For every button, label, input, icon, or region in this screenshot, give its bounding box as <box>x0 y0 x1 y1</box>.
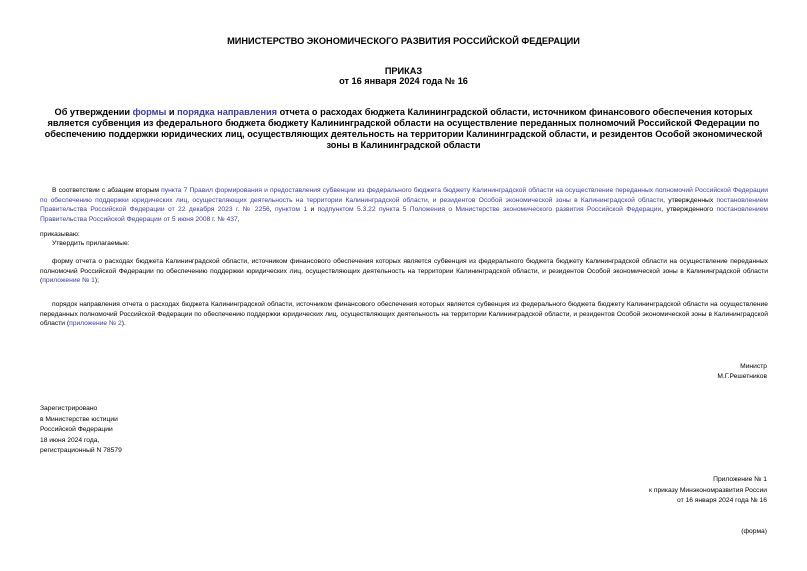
signature-block <box>717 362 767 382</box>
registration-block <box>40 404 122 457</box>
appendix-line: к приказу Минэкономразвития России <box>649 486 767 494</box>
item-1-paragraph <box>40 257 768 286</box>
signature-position: Министр <box>740 363 767 370</box>
title-text: и <box>166 107 178 117</box>
signature-name: М.Г.Решетников <box>717 373 767 380</box>
appendix-2-link[interactable]: приложение № 2 <box>69 320 122 328</box>
preamble-text: , утвержденного <box>661 206 717 214</box>
title-text: отчета о расходах бюджета Калининградской области, источником финансового обеспечения которых является субвенция из федерального бюджета бюджету Калининградской области на осуществление переданных полномочий Российской Федерации по обеспечению поддержки юридических лиц, осуществляющих деятельность на территории Калининградской области, и резидентов Особой экономической зоны в Калининградской области <box>44 107 763 150</box>
preamble-text: , <box>237 215 240 223</box>
item-2-text: порядок направления отчета о расходах бюджета Калининградской области, источником финансового обеспечения которых является субвенция из федерального бюджета бюджету Калининградской области на осуществление переданных полномочий Российской Федерации по обеспечению поддержки юридических лиц, осуществляющих деятельность на территории Калининградской области, и резидентов Особой экономической зоны в Калининградской области ( <box>40 301 768 328</box>
document-date-number: от 16 января 2024 года № 16 <box>339 76 468 86</box>
item-1-text: форму отчета о расходах бюджета Калининградской области, источником финансового обеспечения которых является субвенция из федерального бюджета бюджету Калининградской области на осуществление переданных полномочий Российской Федерации по обеспечению поддержки юридических лиц, осуществляющих деятельность на территории Калининградской области, и резидентов Особой экономической зоны в Калининградской области ( <box>40 258 768 285</box>
appendix-1-link[interactable]: приложение № 1 <box>42 277 95 285</box>
appendix-line: Приложение № 1 <box>713 476 767 483</box>
preamble-text: и <box>307 206 318 214</box>
title-link-forma[interactable]: формы <box>132 107 167 117</box>
preamble-text: , <box>269 206 275 214</box>
registration-line: регистрационный N 78579 <box>40 447 122 455</box>
preamble-link-polozhenie[interactable]: подпунктом 5.3.22 пункта 5 Положения о Министерстве экономического развития Российской Федерации <box>317 206 662 214</box>
item-2-end: ). <box>121 320 126 328</box>
form-label: (форма) <box>741 528 767 535</box>
preamble-link-rules[interactable]: пункта 7 Правил формирования и предоставления субвенции из федерального бюджета бюджету Калининградской области на осуществление переданных полномочий Российской Федерации по обеспечению поддержки юридических лиц, осуществляющих деятельность на территории Калининградской области, и резидентов Особой экономической зоны в Калининградской области <box>40 187 768 204</box>
registration-line: Зарегистрировано <box>40 405 98 412</box>
preamble-link-postanovlenie-2256[interactable]: постановлением Правительства Российской Федерации от 22 декабря 2023 г. № 2256 <box>40 196 769 214</box>
item-2-paragraph <box>40 300 768 329</box>
document-title <box>42 107 765 151</box>
item-1-end: ); <box>94 277 99 285</box>
appendix-header <box>649 475 767 507</box>
registration-line: 18 июня 2024 года, <box>40 436 100 444</box>
preamble-link-punkt-1[interactable]: пунктом 1 <box>275 206 308 214</box>
title-link-poryadok[interactable]: порядка направления <box>177 107 278 117</box>
utverdit-text: Утвердить прилагаемые: <box>52 240 130 247</box>
ministry-heading: МИНИСТЕРСТВО ЭКОНОМИЧЕСКОГО РАЗВИТИЯ РОССИЙСКОЙ ФЕДЕРАЦИИ <box>227 36 580 46</box>
prikazyvayu-text: приказываю: <box>40 231 80 238</box>
registration-line: в Министерстве юстиции <box>40 415 118 423</box>
preamble-text: , утвержденных <box>663 196 717 204</box>
registration-line: Российской Федерации <box>40 426 113 434</box>
appendix-line: от 16 января 2024 года № 16 <box>677 497 767 505</box>
title-text: Об утверждении <box>54 107 133 117</box>
preamble-paragraph <box>40 186 768 224</box>
preamble-text: В соответствии с абзацем вторым <box>52 187 162 194</box>
preamble-link-postanovlenie-437[interactable]: постановлением Правительства Российской Федерации от 5 июня 2008 г. № 437 <box>40 206 769 223</box>
document-type: ПРИКАЗ <box>384 66 423 76</box>
